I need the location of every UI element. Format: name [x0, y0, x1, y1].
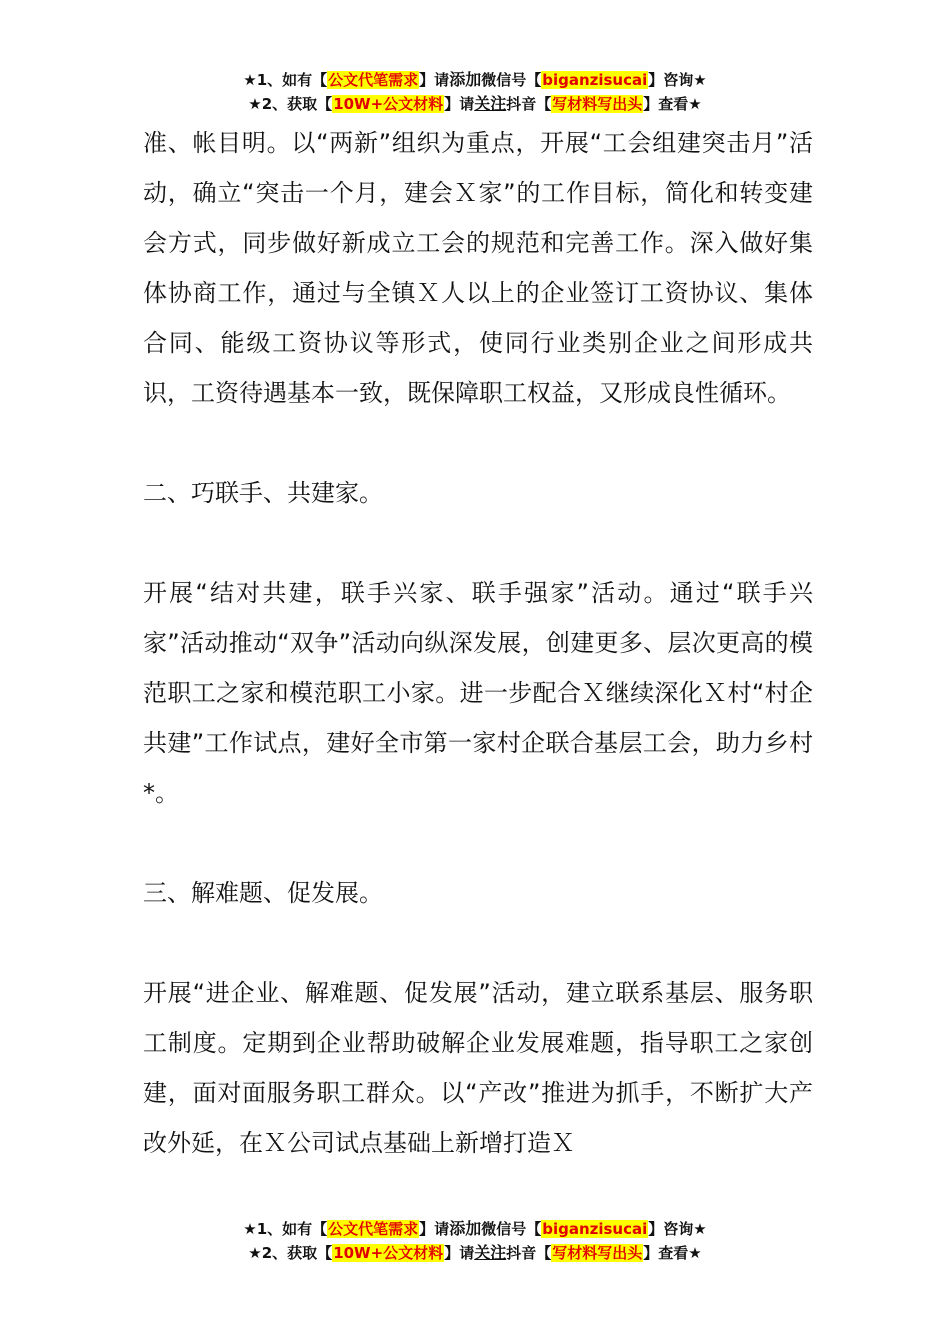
header-line-1: ★1、如有【公文代笔需求】请添加微信号【biganzisucai】咨询★ [243, 70, 707, 89]
highlight-wechat-id: biganzisucai [542, 1220, 648, 1238]
header-banner-top [0, 68, 950, 116]
highlight-materials: 10W+公文材料 [333, 1244, 444, 1262]
footer-banner-bottom [0, 1217, 950, 1265]
highlight-service: 公文代笔需求 [328, 1220, 419, 1238]
highlight-service: 公文代笔需求 [328, 71, 419, 89]
highlight-douyin-id: 写材料写出头 [552, 1244, 643, 1262]
footer-line-2: ★2、获取【10W+公文材料】请关注抖音【写材料写出头】查看★ [248, 1243, 702, 1262]
highlight-douyin-id: 写材料写出头 [552, 95, 643, 113]
section-heading-2: 二、巧联手、共建家。 [143, 479, 383, 507]
paragraph-3: 开展“进企业、解难题、促发展”活动，建立联系基层、服务职工制度。定期到企业帮助破解企业发展难题，指导职工之家创建，面对面服务职工群众。以“产改”推进为抓手，不断扩大产改外延，在Ｘ公司试点基础上新增打造Ｘ [143, 979, 813, 1157]
section-heading-3: 三、解难题、促发展。 [143, 879, 383, 907]
header-line-2: ★2、获取【10W+公文材料】请关注抖音【写材料写出头】查看★ [248, 94, 702, 113]
paragraph-1: 准、帐目明。以“两新”组织为重点，开展“工会组建突击月”活动，确立“突击一个月，建会Ｘ家”的工作目标，简化和转变建会方式，同步做好新成立工会的规范和完善工作。深入做好集体协商工作，通过与全镇Ｘ人以上的企业签订工资协议、集体合同、能级工资协议等形式，使同行业类别企业之间形成共识，工资待遇基本一致，既保障职工权益，又形成良性循环。 [143, 129, 813, 407]
paragraph-2: 开展“结对共建，联手兴家、联手强家”活动。通过“联手兴家”活动推动“双争”活动向纵深发展，创建更多、层次更高的模范职工之家和模范职工小家。进一步配合Ｘ继续深化Ｘ村“村企共建”工作试点，建好全市第一家村企联合基层工会，助力乡村*。 [143, 579, 813, 807]
footer-line-1: ★1、如有【公文代笔需求】请添加微信号【biganzisucai】咨询★ [243, 1219, 707, 1238]
document-body [143, 118, 813, 1168]
highlight-wechat-id: biganzisucai [542, 71, 648, 89]
highlight-materials: 10W+公文材料 [333, 95, 444, 113]
